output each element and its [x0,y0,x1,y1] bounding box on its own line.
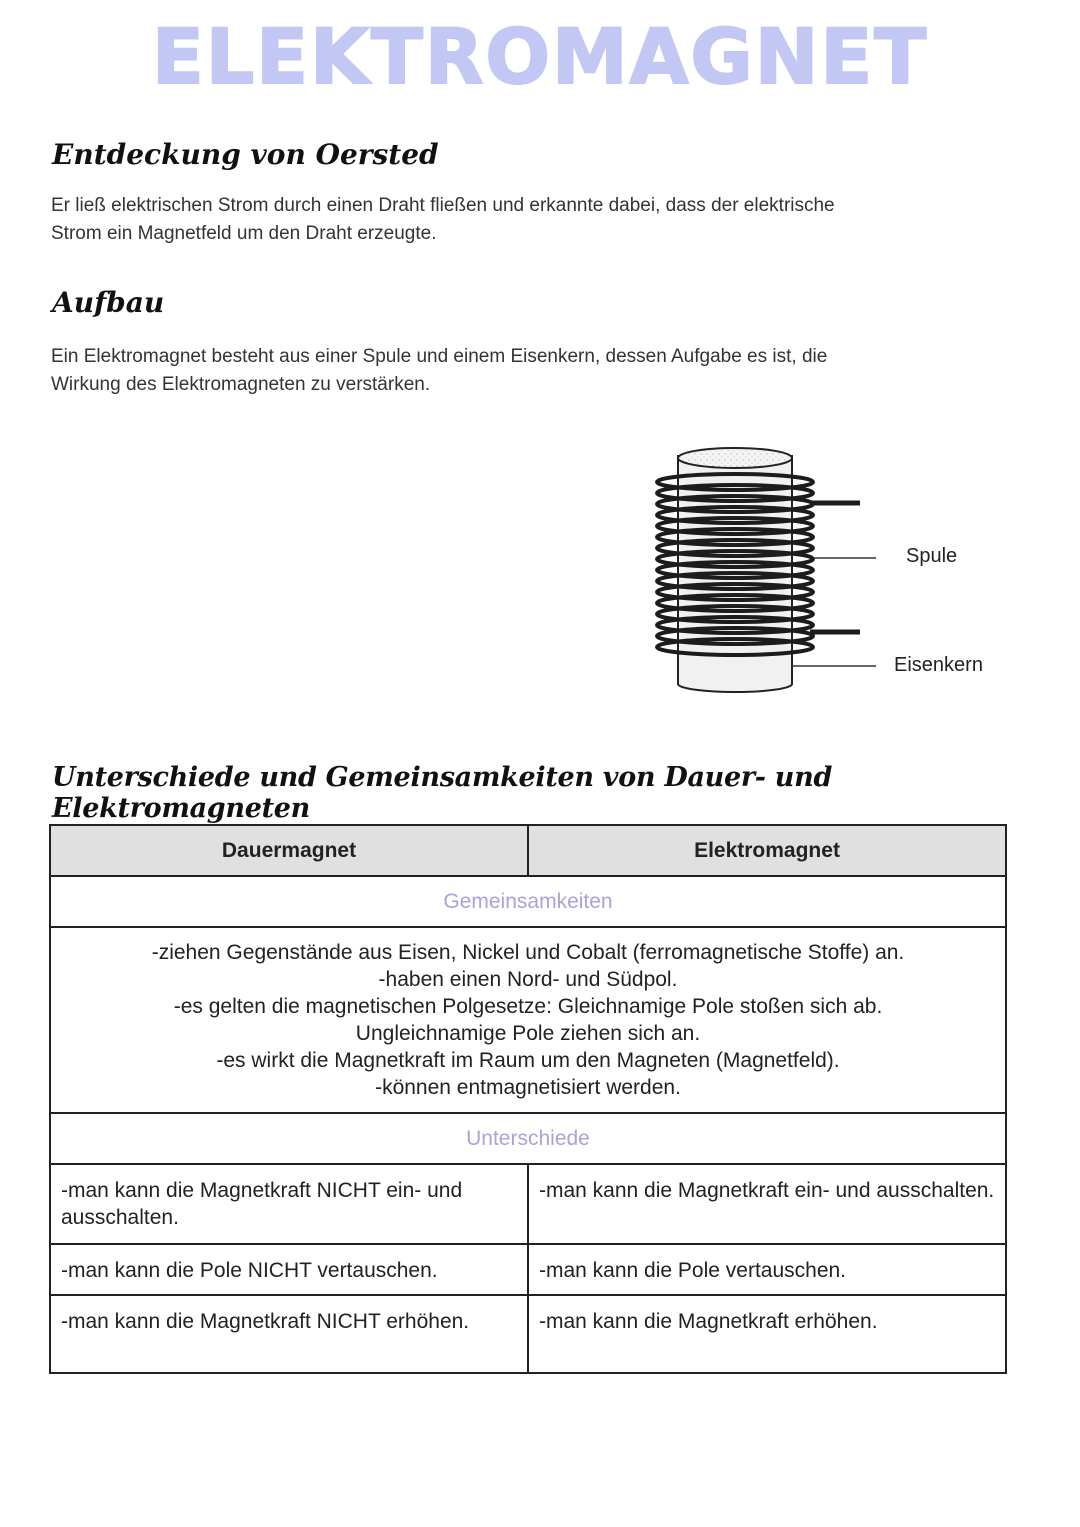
table-row [50,1295,1006,1373]
label-spule: Spule [906,545,958,567]
paragraph-aufbau: Ein Elektromagnet besteht aus einer Spule und einem Eisenkern, dessen Aufgabe es ist, die Wirkung des Elektromagneten zu verstärken. [51,346,828,395]
paragraph-oersted: Er ließ elektrischen Strom durch einen Draht fließen und erkannte dabei, dass der elektrische Strom ein Magnetfeld um den Draht erzeugte. [51,195,835,244]
table-row [50,1244,1006,1295]
common-line: -es gelten die magnetischen Polgesetze: Gleichnamige Pole stoßen sich ab. [173,995,883,1018]
section-label-common: Gemeinsamkeiten [50,876,1006,927]
common-line: -es wirkt die Magnetkraft im Raum um den Magneten (Magnetfeld). [216,1049,840,1072]
heading-aufbau: Aufbau [52,286,165,319]
heading-comparison: Unterschiede und Gemeinsamkeiten von Dauer- und Elektromagneten [52,762,833,824]
table-header-row [50,825,1006,876]
common-line: Ungleichnamige Pole ziehen sich an. [355,1022,701,1045]
common-line: -können entmagnetisiert werden. [375,1076,681,1099]
cell-dauer: -man kann die Magnetkraft NICHT ein- und ausschalten. [50,1164,528,1244]
electromagnet-diagram [640,440,890,700]
cell-elektro: -man kann die Pole vertauschen. [528,1244,1006,1295]
heading-oersted: Entdeckung von Oersted [52,138,439,171]
common-properties [50,927,1006,1113]
comparison-table [49,824,1007,1374]
common-line: -ziehen Gegenstände aus Eisen, Nickel und Cobalt (ferromagnetische Stoffe) an. [151,941,905,964]
header-dauermagnet: Dauermagnet [50,825,528,876]
table-row [50,1164,1006,1244]
header-elektromagnet: Elektromagnet [528,825,1006,876]
cell-elektro: -man kann die Magnetkraft ein- und ausschalten. [528,1164,1006,1244]
cell-elektro: -man kann die Magnetkraft erhöhen. [528,1295,1006,1373]
common-line: -haben einen Nord- und Südpol. [378,968,678,991]
section-label-differences: Unterschiede [50,1113,1006,1164]
cell-dauer: -man kann die Magnetkraft NICHT erhöhen. [50,1295,528,1373]
label-eisenkern: Eisenkern [894,654,983,676]
page-title: ELEKTROMAGNET [151,12,929,101]
cell-dauer: -man kann die Pole NICHT vertauschen. [50,1244,528,1295]
